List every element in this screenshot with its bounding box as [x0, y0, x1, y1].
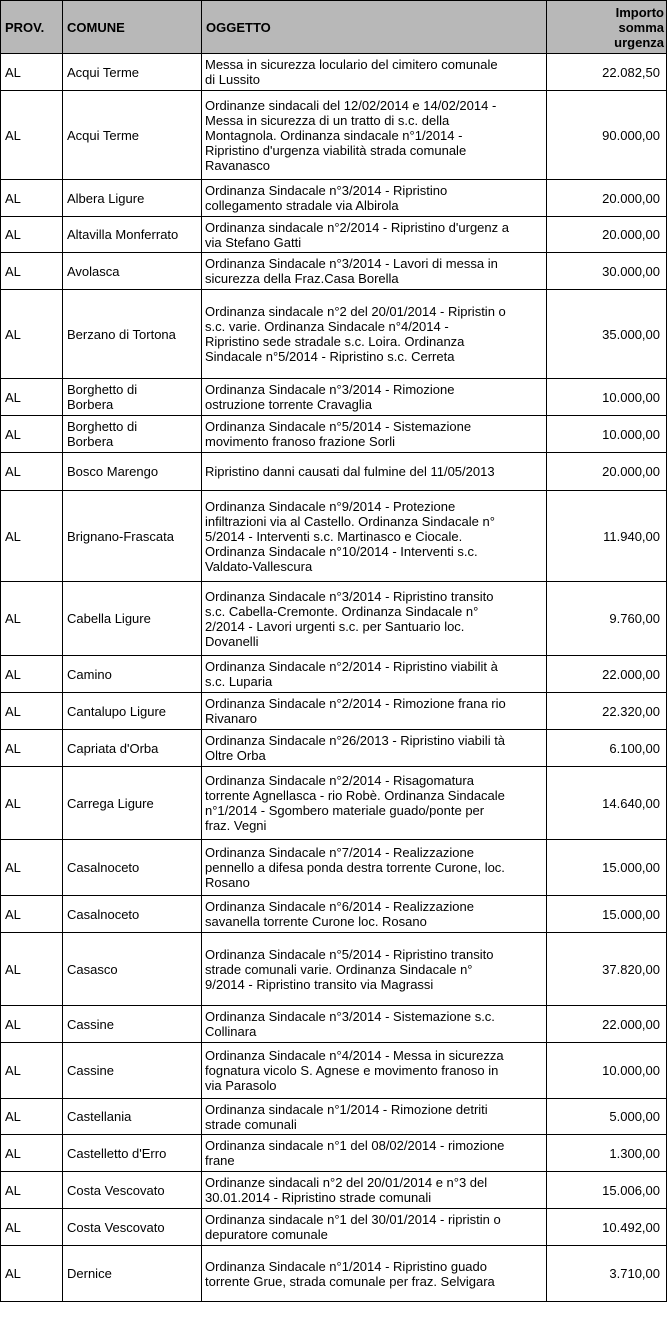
cell-importo: 22.000,00 — [547, 656, 667, 693]
oggetto-line: Ordinanza sindacale n°1/2014 - Rimozione detriti — [205, 1101, 488, 1117]
cell-prov: AL — [1, 1209, 63, 1246]
oggetto-line: strade comunali varie. Ordinanza Sindacale n° — [205, 961, 473, 977]
cell-comune — [63, 54, 202, 91]
cell-comune — [63, 1209, 202, 1246]
table-row — [1, 491, 667, 582]
table-body — [1, 54, 667, 1302]
oggetto-line: Ripristino danni causati dal fulmine del 11/05/2013 — [205, 464, 495, 479]
cell-prov: AL — [1, 1172, 63, 1209]
cell-importo: 1.300,00 — [547, 1135, 667, 1172]
comune-line: Capriata d'Orba — [67, 740, 159, 756]
oggetto-line: collegamento stradale via Albirola — [205, 198, 399, 213]
oggetto-line: Valdato-Vallescura — [205, 558, 313, 574]
oggetto-line: Ordinanza Sindacale n°7/2014 - Realizzazione — [205, 845, 474, 860]
table-row — [1, 91, 667, 180]
cell-comune — [63, 217, 202, 253]
oggetto-line: Ordinanza Sindacale n°3/2014 - Ripristino — [205, 183, 448, 198]
oggetto-line: Ordinanza Sindacale n°3/2014 - Rimozione — [205, 382, 455, 397]
oggetto-line: Ordinanza Sindacale n°3/2014 - Ripristino transito — [205, 588, 494, 604]
cell-prov: AL — [1, 54, 63, 91]
oggetto-line: via Stefano Gatti — [205, 234, 302, 250]
cell-comune — [63, 1043, 202, 1099]
oggetto-line: Ordinanza Sindacale n°2/2014 - Rimozione frana rio — [205, 696, 506, 711]
table-row — [1, 453, 667, 491]
cell-importo: 3.710,00 — [547, 1246, 667, 1302]
cell-prov: AL — [1, 730, 63, 767]
header-comune: COMUNE — [63, 1, 202, 54]
cell-oggetto — [202, 896, 547, 933]
table-row — [1, 1209, 667, 1246]
oggetto-line: Collinara — [205, 1024, 257, 1039]
cell-comune — [63, 693, 202, 730]
oggetto-line: strade comunali — [205, 1116, 297, 1132]
oggetto-line: Ordinanza Sindacale n°1/2014 - Ripristino guado — [205, 1258, 487, 1274]
table-row — [1, 896, 667, 933]
cell-comune — [63, 767, 202, 840]
cell-oggetto — [202, 1006, 547, 1043]
comune-line: Castelletto d'Erro — [67, 1145, 167, 1161]
cell-comune — [63, 379, 202, 416]
comune-line: Carrega Ligure — [67, 795, 154, 811]
cell-oggetto — [202, 767, 547, 840]
header-importo-line: somma — [618, 19, 664, 35]
cell-oggetto — [202, 1172, 547, 1209]
oggetto-line: Ordinanza Sindacale n°6/2014 - Realizzazione — [205, 899, 474, 914]
oggetto-line: Ravanasco — [205, 157, 271, 173]
cell-importo: 90.000,00 — [547, 91, 667, 180]
cell-comune — [63, 840, 202, 896]
oggetto-line: Ordinanza Sindacale n°5/2014 - Ripristino transito — [205, 946, 494, 962]
table-row — [1, 290, 667, 379]
oggetto-line: torrente Grue, strada comunale per fraz. Selvigara — [205, 1273, 495, 1289]
oggetto-line: Ordinanze sindacali n°2 del 20/01/2014 e n°3 del — [205, 1175, 488, 1190]
comune-line: Costa Vescovato — [67, 1219, 165, 1235]
comune-line: Brignano-Frascata — [67, 528, 174, 544]
cell-comune — [63, 933, 202, 1006]
cell-comune — [63, 1246, 202, 1302]
cell-prov: AL — [1, 379, 63, 416]
oggetto-line: 30.01.2014 - Ripristino strade comunali — [205, 1190, 432, 1205]
oggetto-line: Ordinanza Sindacale n°4/2014 - Messa in sicurezza — [205, 1048, 504, 1063]
oggetto-line: Ripristino d'urgenza viabilità strada comunale — [205, 142, 467, 158]
table-row — [1, 1172, 667, 1209]
table-row — [1, 656, 667, 693]
oggetto-line: depuratore comunale — [205, 1227, 328, 1242]
oggetto-line: Ordinanza Sindacale n°2/2014 - Risagomatura — [205, 773, 474, 788]
cell-importo: 22.320,00 — [547, 693, 667, 730]
oggetto-line: Sindacale n°5/2014 - Ripristino s.c. Cerreta — [205, 349, 455, 364]
cell-prov: AL — [1, 217, 63, 253]
oggetto-line: pennello a difesa ponda destra torrente Curone, loc. — [205, 860, 505, 875]
cell-oggetto — [202, 840, 547, 896]
cell-importo: 30.000,00 — [547, 253, 667, 290]
cell-prov: AL — [1, 1043, 63, 1099]
cell-prov: AL — [1, 582, 63, 656]
cell-oggetto — [202, 253, 547, 290]
oggetto-line: Ordinanza Sindacale n°2/2014 - Ripristino viabilit à — [205, 659, 498, 674]
cell-prov: AL — [1, 453, 63, 491]
cell-comune — [63, 416, 202, 453]
cell-importo: 22.000,00 — [547, 1006, 667, 1043]
cell-oggetto — [202, 54, 547, 91]
cell-prov: AL — [1, 91, 63, 180]
oggetto-line: movimento franoso frazione Sorli — [205, 434, 396, 449]
cell-oggetto — [202, 379, 547, 416]
oggetto-line: Ordinanza Sindacale n°26/2013 - Ripristino viabili tà — [205, 733, 506, 748]
cell-importo: 10.000,00 — [547, 416, 667, 453]
cell-prov: AL — [1, 656, 63, 693]
comune-line: Camino — [67, 666, 112, 682]
cell-comune — [63, 1006, 202, 1043]
cell-importo: 20.000,00 — [547, 180, 667, 217]
cell-oggetto — [202, 1135, 547, 1172]
cell-prov: AL — [1, 767, 63, 840]
cell-oggetto — [202, 582, 547, 656]
cell-prov: AL — [1, 290, 63, 379]
oggetto-line: Ordinanze sindacali del 12/02/2014 e 14/02/2014 - — [205, 97, 497, 113]
oggetto-line: Ordinanza Sindacale n°3/2014 - Lavori di messa in — [205, 256, 498, 271]
comune-line: Borghetto di — [67, 419, 138, 434]
oggetto-line: ostruzione torrente Cravaglia — [205, 397, 372, 412]
cell-importo: 20.000,00 — [547, 217, 667, 253]
table-header-row — [1, 1, 667, 54]
comune-line: Avolasca — [67, 263, 120, 279]
cell-comune — [63, 730, 202, 767]
cell-importo: 9.760,00 — [547, 582, 667, 656]
comune-line: Borbera — [67, 397, 114, 412]
oggetto-line: Ripristino sede stradale s.c. Loira. Ordinanza — [205, 334, 465, 349]
cell-prov: AL — [1, 840, 63, 896]
cell-prov: AL — [1, 1006, 63, 1043]
cell-oggetto — [202, 217, 547, 253]
cell-comune — [63, 1135, 202, 1172]
oggetto-line: s.c. Luparia — [205, 674, 273, 689]
header-importo-line: urgenza — [614, 34, 664, 50]
cell-comune — [63, 491, 202, 582]
table-row — [1, 217, 667, 253]
oggetto-line: Montagnola. Ordinanza sindacale n°1/2014 - — [205, 127, 463, 143]
oggetto-line: torrente Agnellasca - rio Robè. Ordinanza Sindacale — [205, 788, 505, 803]
oggetto-line: n°1/2014 - Sgombero materiale guado/ponte per — [205, 803, 485, 818]
cell-oggetto — [202, 933, 547, 1006]
comune-line: Albera Ligure — [67, 190, 145, 206]
table-row — [1, 1006, 667, 1043]
cell-importo: 37.820,00 — [547, 933, 667, 1006]
cell-comune — [63, 1099, 202, 1135]
header-prov: PROV. — [1, 1, 63, 54]
cell-importo: 11.940,00 — [547, 491, 667, 582]
table-row — [1, 582, 667, 656]
oggetto-line: Oltre Orba — [205, 748, 266, 763]
table-row — [1, 253, 667, 290]
comune-line: Acqui Terme — [67, 127, 140, 143]
cell-prov: AL — [1, 1099, 63, 1135]
cell-oggetto — [202, 693, 547, 730]
oggetto-line: fognatura vicolo S. Agnese e movimento franoso in — [205, 1063, 499, 1078]
cell-oggetto — [202, 491, 547, 582]
table-row — [1, 840, 667, 896]
cell-importo: 14.640,00 — [547, 767, 667, 840]
table-row — [1, 933, 667, 1006]
cell-oggetto — [202, 656, 547, 693]
comune-line: Castellania — [67, 1109, 132, 1124]
cell-importo: 5.000,00 — [547, 1099, 667, 1135]
cell-comune — [63, 180, 202, 217]
header-oggetto: OGGETTO — [202, 1, 547, 54]
comune-line: Bosco Marengo — [67, 464, 159, 479]
cell-comune — [63, 253, 202, 290]
oggetto-line: s.c. varie. Ordinanza Sindacale n°4/2014 - — [205, 319, 449, 334]
oggetto-line: Rivanaro — [205, 711, 258, 726]
cell-comune — [63, 656, 202, 693]
cell-importo: 6.100,00 — [547, 730, 667, 767]
oggetto-line: Ordinanza sindacale n°2 del 20/01/2014 - Ripristin o — [205, 304, 506, 319]
cell-oggetto — [202, 1246, 547, 1302]
cell-importo: 10.000,00 — [547, 1043, 667, 1099]
comune-line: Dernice — [67, 1266, 112, 1281]
cell-oggetto — [202, 453, 547, 491]
cell-prov: AL — [1, 416, 63, 453]
cell-prov: AL — [1, 693, 63, 730]
table-row — [1, 416, 667, 453]
table-row — [1, 379, 667, 416]
oggetto-line: di Lussito — [205, 72, 260, 87]
cell-oggetto — [202, 180, 547, 217]
oggetto-line: Messa in sicurezza loculario del cimitero comunale — [205, 57, 498, 72]
cell-prov: AL — [1, 933, 63, 1006]
oggetto-line: Ordinanza Sindacale n°3/2014 - Sistemazione s.c. — [205, 1009, 495, 1024]
cell-comune — [63, 1172, 202, 1209]
cell-oggetto — [202, 1209, 547, 1246]
cell-importo: 35.000,00 — [547, 290, 667, 379]
cell-prov: AL — [1, 896, 63, 933]
cell-comune — [63, 582, 202, 656]
cell-oggetto — [202, 1099, 547, 1135]
cell-comune — [63, 896, 202, 933]
table-row — [1, 1246, 667, 1302]
cell-prov: AL — [1, 253, 63, 290]
comune-line: Cassine — [67, 1016, 114, 1032]
cell-comune — [63, 453, 202, 491]
oggetto-line: frane — [205, 1153, 235, 1168]
comune-line: Casasco — [67, 961, 118, 977]
cell-oggetto — [202, 1043, 547, 1099]
oggetto-line: sicurezza della Fraz.Casa Borella — [205, 271, 399, 286]
comune-line: Cassine — [67, 1063, 114, 1078]
cell-importo: 10.492,00 — [547, 1209, 667, 1246]
cell-oggetto — [202, 730, 547, 767]
oggetto-line: 2/2014 - Lavori urgenti s.c. per Santuario loc. — [205, 618, 465, 634]
oggetto-line: Dovanelli — [205, 633, 259, 649]
oggetto-line: Rosano — [205, 875, 250, 890]
oggetto-line: Ordinanza Sindacale n°10/2014 - Interventi s.c. — [205, 543, 478, 559]
comune-line: Berzano di Tortona — [67, 326, 176, 342]
table-row — [1, 730, 667, 767]
cell-prov: AL — [1, 1246, 63, 1302]
cell-importo: 20.000,00 — [547, 453, 667, 491]
cell-comune — [63, 91, 202, 180]
oggetto-line: Ordinanza Sindacale n°9/2014 - Protezione — [205, 498, 456, 514]
cell-prov: AL — [1, 1135, 63, 1172]
cell-prov: AL — [1, 180, 63, 217]
oggetto-line: via Parasolo — [205, 1078, 277, 1093]
oggetto-line: Ordinanza sindacale n°1 del 08/02/2014 - rimozione — [205, 1138, 505, 1153]
oggetto-line: savanella torrente Curone loc. Rosano — [205, 914, 427, 929]
comune-line: Acqui Terme — [67, 64, 140, 80]
cell-importo: 15.006,00 — [547, 1172, 667, 1209]
cell-importo: 22.082,50 — [547, 54, 667, 91]
cell-oggetto — [202, 91, 547, 180]
comune-line: Cabella Ligure — [67, 611, 151, 626]
cell-importo: 15.000,00 — [547, 896, 667, 933]
table-row — [1, 180, 667, 217]
cell-importo: 10.000,00 — [547, 379, 667, 416]
oggetto-line: 9/2014 - Ripristino transito via Magrassi — [205, 976, 434, 992]
comune-line: Costa Vescovato — [67, 1182, 165, 1198]
oggetto-line: Ordinanza sindacale n°2/2014 - Ripristino d'urgenz a — [205, 219, 509, 235]
cell-prov: AL — [1, 491, 63, 582]
table-row — [1, 1043, 667, 1099]
cell-importo: 15.000,00 — [547, 840, 667, 896]
comune-line: Cantalupo Ligure — [67, 703, 167, 719]
comune-line: Borbera — [67, 434, 114, 449]
cell-oggetto — [202, 416, 547, 453]
table-row — [1, 693, 667, 730]
cell-comune — [63, 290, 202, 379]
comune-line: Casalnoceto — [67, 860, 140, 875]
table-row — [1, 54, 667, 91]
header-importo — [547, 1, 667, 54]
oggetto-line: Ordinanza Sindacale n°5/2014 - Sistemazione — [205, 419, 472, 434]
oggetto-line: Messa in sicurezza di un tratto di s.c. della — [205, 112, 450, 128]
table-row — [1, 767, 667, 840]
table-row — [1, 1099, 667, 1135]
oggetto-line: fraz. Vegni — [205, 818, 267, 833]
comune-line: Casalnoceto — [67, 906, 140, 922]
comune-line: Altavilla Monferrato — [67, 227, 179, 242]
comune-line: Borghetto di — [67, 382, 138, 397]
header-importo-line: Importo — [615, 4, 664, 20]
oggetto-line: Ordinanza sindacale n°1 del 30/01/2014 - ripristin o — [205, 1212, 501, 1227]
cell-oggetto — [202, 290, 547, 379]
oggetto-line: 5/2014 - Interventi s.c. Martinasco e Ciocale. — [205, 528, 463, 544]
table-row — [1, 1135, 667, 1172]
oggetto-line: s.c. Cabella-Cremonte. Ordinanza Sindacale n° — [205, 603, 479, 619]
oggetto-line: infiltrazioni via al Castello. Ordinanza Sindacale n° — [205, 513, 495, 529]
